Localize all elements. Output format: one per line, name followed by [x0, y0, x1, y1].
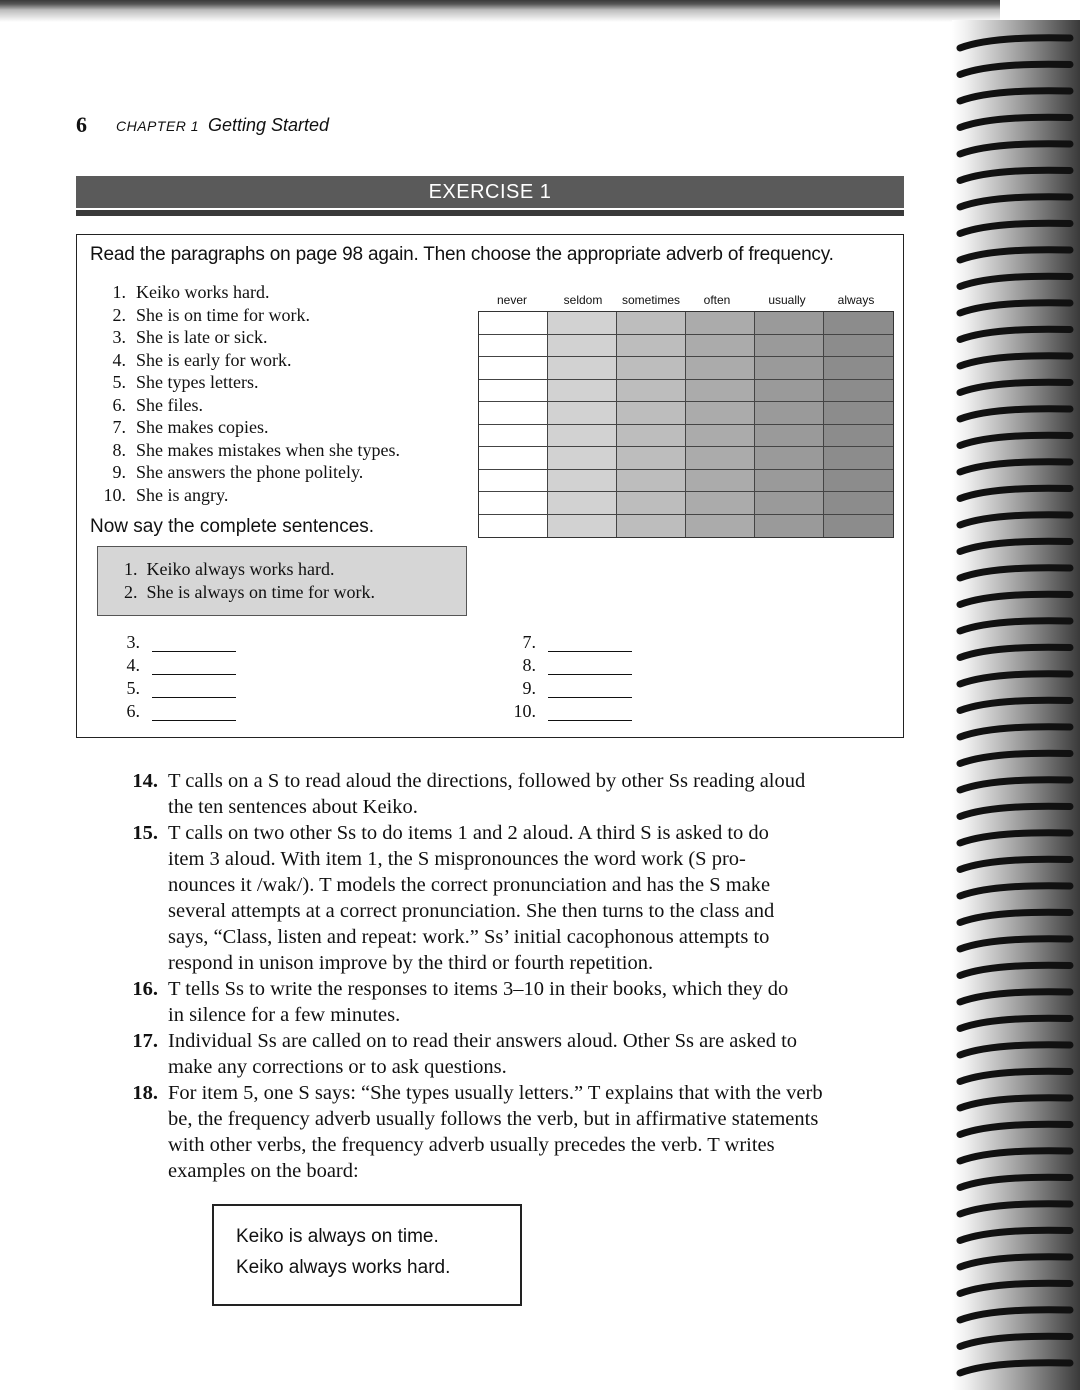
- frequency-cell[interactable]: [824, 335, 893, 358]
- frequency-cell[interactable]: [755, 402, 824, 425]
- frequency-cell[interactable]: [548, 380, 617, 403]
- frequency-cell[interactable]: [479, 312, 548, 335]
- frequency-cell[interactable]: [824, 447, 893, 470]
- spiral-coil: [960, 965, 1070, 975]
- spiral-coil: [960, 38, 1070, 48]
- frequency-cell[interactable]: [686, 335, 755, 358]
- spiral-coil: [960, 1230, 1070, 1240]
- frequency-cell[interactable]: [617, 380, 686, 403]
- spiral-coil: [960, 939, 1070, 949]
- frequency-cell[interactable]: [755, 312, 824, 335]
- scan-shadow-top: [0, 0, 1000, 22]
- spiral-coil: [960, 64, 1070, 74]
- spiral-coil: [960, 488, 1070, 498]
- spiral-coil: [960, 462, 1070, 472]
- frequency-cell[interactable]: [824, 380, 893, 403]
- frequency-cell[interactable]: [548, 425, 617, 448]
- frequency-cell[interactable]: [686, 492, 755, 515]
- frequency-cell[interactable]: [617, 312, 686, 335]
- spiral-coil: [960, 1283, 1070, 1293]
- board-example-line: Keiko is always on time.: [236, 1226, 439, 1247]
- spiral-coil: [960, 647, 1070, 657]
- spiral-coil: [960, 197, 1070, 207]
- spiral-coil: [960, 806, 1070, 816]
- spiral-coil: [960, 674, 1070, 684]
- frequency-cell[interactable]: [686, 357, 755, 380]
- scale-label-often: often: [703, 293, 731, 307]
- spiral-coil: [960, 568, 1070, 578]
- spiral-coil: [960, 1177, 1070, 1187]
- spiral-coil: [960, 1045, 1070, 1055]
- spiral-coil: [960, 356, 1070, 366]
- spiral-coil: [960, 833, 1070, 843]
- frequency-cell[interactable]: [755, 380, 824, 403]
- spiral-coil: [960, 435, 1070, 445]
- frequency-cell[interactable]: [548, 312, 617, 335]
- spiral-coil: [960, 727, 1070, 737]
- frequency-cell[interactable]: [824, 402, 893, 425]
- frequency-cell[interactable]: [824, 492, 893, 515]
- frequency-cell[interactable]: [479, 357, 548, 380]
- frequency-cell[interactable]: [617, 447, 686, 470]
- spiral-coil: [960, 886, 1070, 896]
- exercise-rule: [76, 210, 904, 216]
- frequency-cell[interactable]: [617, 425, 686, 448]
- spiral-coil: [960, 170, 1070, 180]
- frequency-cell[interactable]: [686, 447, 755, 470]
- scale-label-never: never: [496, 293, 528, 307]
- spiral-coil: [960, 515, 1070, 525]
- frequency-cell[interactable]: [617, 357, 686, 380]
- spiral-coil: [960, 753, 1070, 763]
- say-instruction: Now say the complete sentences.: [90, 516, 375, 537]
- scale-label-sometimes: sometimes: [621, 293, 680, 307]
- frequency-cell[interactable]: [479, 380, 548, 403]
- frequency-cell[interactable]: [686, 312, 755, 335]
- spiral-coil: [960, 1363, 1070, 1373]
- spiral-coil: [960, 992, 1070, 1002]
- scale-label-usually: usually: [768, 293, 806, 307]
- frequency-cell[interactable]: [548, 402, 617, 425]
- spiral-coil: [960, 144, 1070, 154]
- exercise-banner: [76, 176, 904, 208]
- spiral-coil: [960, 117, 1070, 127]
- spiral-coil: [960, 276, 1070, 286]
- frequency-cell[interactable]: [548, 447, 617, 470]
- spiral-coil: [960, 250, 1070, 260]
- frequency-cell[interactable]: [479, 335, 548, 358]
- spiral-coil: [960, 1257, 1070, 1267]
- spiral-coil: [960, 1098, 1070, 1108]
- frequency-cell[interactable]: [479, 402, 548, 425]
- spiral-coil: [960, 1071, 1070, 1081]
- chapter-label: CHAPTER 1: [116, 118, 200, 134]
- frequency-cell[interactable]: [824, 425, 893, 448]
- spiral-coil: [960, 223, 1070, 233]
- frequency-cell[interactable]: [617, 335, 686, 358]
- spiral-coil: [960, 1018, 1070, 1028]
- frequency-cell[interactable]: [686, 380, 755, 403]
- frequency-cell[interactable]: [824, 515, 893, 538]
- exercise-instructions: Read the paragraphs on page 98 again. Then choose the appropriate adverb of frequency.: [90, 244, 834, 265]
- frequency-cell[interactable]: [755, 447, 824, 470]
- page-number: 6: [76, 112, 87, 137]
- example-answer: 2. She is always on time for work.: [124, 582, 375, 602]
- spiral-coils: [952, 20, 1080, 1390]
- frequency-cell[interactable]: [548, 357, 617, 380]
- frequency-cell[interactable]: [686, 425, 755, 448]
- frequency-cell[interactable]: [617, 402, 686, 425]
- spiral-binding: [952, 20, 1080, 1390]
- frequency-cell[interactable]: [617, 470, 686, 493]
- frequency-cell[interactable]: [548, 515, 617, 538]
- frequency-cell[interactable]: [479, 515, 548, 538]
- frequency-cell[interactable]: [824, 357, 893, 380]
- frequency-cell[interactable]: [755, 335, 824, 358]
- frequency-cell[interactable]: [755, 425, 824, 448]
- exercise-title: EXERCISE 1: [428, 180, 552, 203]
- spiral-coil: [960, 621, 1070, 631]
- frequency-cell[interactable]: [824, 470, 893, 493]
- frequency-cell[interactable]: [755, 470, 824, 493]
- example-answers-box: [97, 546, 467, 616]
- spiral-coil: [960, 1124, 1070, 1134]
- frequency-cell[interactable]: [617, 515, 686, 538]
- spiral-coil: [960, 594, 1070, 604]
- spiral-coil: [960, 382, 1070, 392]
- frequency-cell[interactable]: [824, 312, 893, 335]
- frequency-cell[interactable]: [479, 492, 548, 515]
- frequency-cell[interactable]: [686, 470, 755, 493]
- frequency-cell[interactable]: [479, 447, 548, 470]
- frequency-cell[interactable]: [755, 357, 824, 380]
- frequency-cell[interactable]: [755, 515, 824, 538]
- frequency-cell[interactable]: [479, 425, 548, 448]
- frequency-cell[interactable]: [755, 492, 824, 515]
- frequency-cell[interactable]: [617, 492, 686, 515]
- frequency-cell[interactable]: [686, 402, 755, 425]
- spiral-coil: [960, 700, 1070, 710]
- frequency-grid: [478, 311, 894, 538]
- spiral-coil: [960, 1336, 1070, 1346]
- spiral-coil: [960, 91, 1070, 101]
- spiral-coil: [960, 329, 1070, 339]
- spiral-coil: [960, 912, 1070, 922]
- spiral-coil: [960, 541, 1070, 551]
- spiral-coil: [960, 859, 1070, 869]
- spiral-coil: [960, 303, 1070, 313]
- board-examples-box: [212, 1204, 522, 1306]
- spiral-coil: [960, 1204, 1070, 1214]
- spiral-coil: [960, 1151, 1070, 1161]
- frequency-cell[interactable]: [479, 470, 548, 493]
- example-answer: 1. Keiko always works hard.: [124, 559, 335, 579]
- frequency-cell[interactable]: [548, 470, 617, 493]
- scale-label-seldom: seldom: [563, 293, 603, 307]
- spiral-coil: [960, 780, 1070, 790]
- board-example-line: Keiko always works hard.: [236, 1257, 451, 1278]
- chapter-title: Getting Started: [208, 115, 330, 135]
- statement-list: 1. Keiko works hard. 2. She is on time for work. 3. She is late or sick. 4. She is early for work. 5. She types letters. 6. She files. 7. She makes copies. 8. She makes mistakes when she types. 9. She answers the phone politely. 10. She is angry.: [103, 282, 400, 505]
- frequency-cell[interactable]: [686, 515, 755, 538]
- scale-label-always: always: [837, 293, 875, 307]
- spiral-coil: [960, 1310, 1070, 1320]
- spiral-coil: [960, 409, 1070, 419]
- frequency-cell[interactable]: [548, 335, 617, 358]
- frequency-cell[interactable]: [548, 492, 617, 515]
